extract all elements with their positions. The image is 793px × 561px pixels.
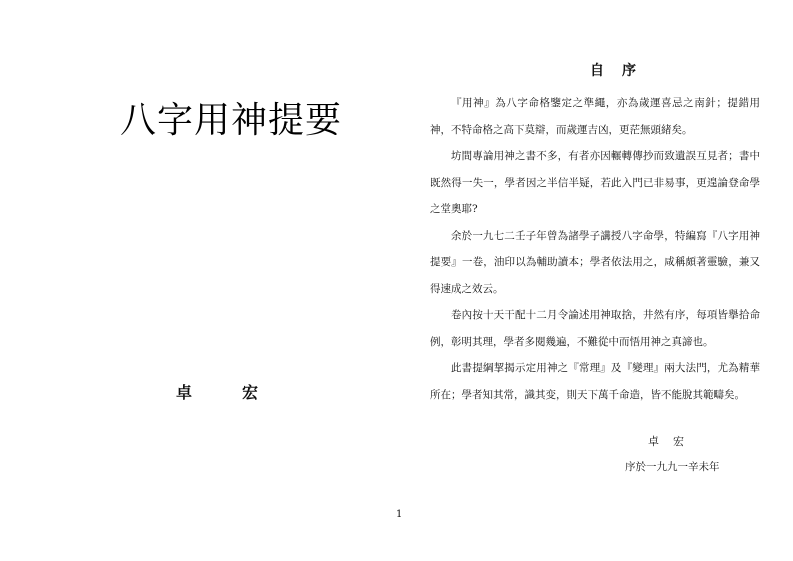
preface-paragraph: 卷內按十天干配十二月令論述用神取捨，井然有序，每項皆擧拾命例，彰明其理，學者多閱幾遍，不難從中而悟用神之真諦也。	[430, 309, 760, 348]
preface-paragraph: 『用神』為八字命格鑒定之準繩，亦為歲運喜忌之南針；提錯用神，不特命格之高下莫辯，而歲運吉凶，更茫無頭緒矣。	[430, 97, 760, 136]
left-page	[0, 0, 396, 561]
signature-name: 卓宏	[648, 435, 698, 448]
author-given-name: 宏	[242, 383, 259, 402]
author-surname: 卓	[176, 383, 193, 402]
page-number: 1	[396, 509, 403, 520]
preface-heading: 自序	[590, 63, 654, 79]
preface-body	[430, 90, 760, 408]
right-page	[420, 0, 760, 561]
preface-paragraph: 余於一九七二壬子年曾為諸學子講授八字命學，特編寫『八字用神提要』一卷，油印以為輔助讀本；學者依法用之，咸稱頗著靈驗，兼又得速成之效云。	[430, 229, 760, 295]
preface-paragraph: 坊間專論用神之書不多，有者亦因輾轉傳抄而致遺誤互見者；書中既然得一失一，學者因之半信半疑，若此入門已非易事，更遑論登命學之堂奧耶?	[430, 150, 760, 215]
book-title: 八字用神提要	[120, 100, 343, 141]
author-name	[176, 380, 258, 403]
signature-date: 序於一九九一辛未年	[625, 461, 720, 473]
preface-paragraph: 此書提綱挈揭示定用神之『常理』及『變理』兩大法門，尤為精華所在；學者知其常，識其变，則天下萬千命造，皆不能脫其範疇矣。	[430, 362, 760, 401]
